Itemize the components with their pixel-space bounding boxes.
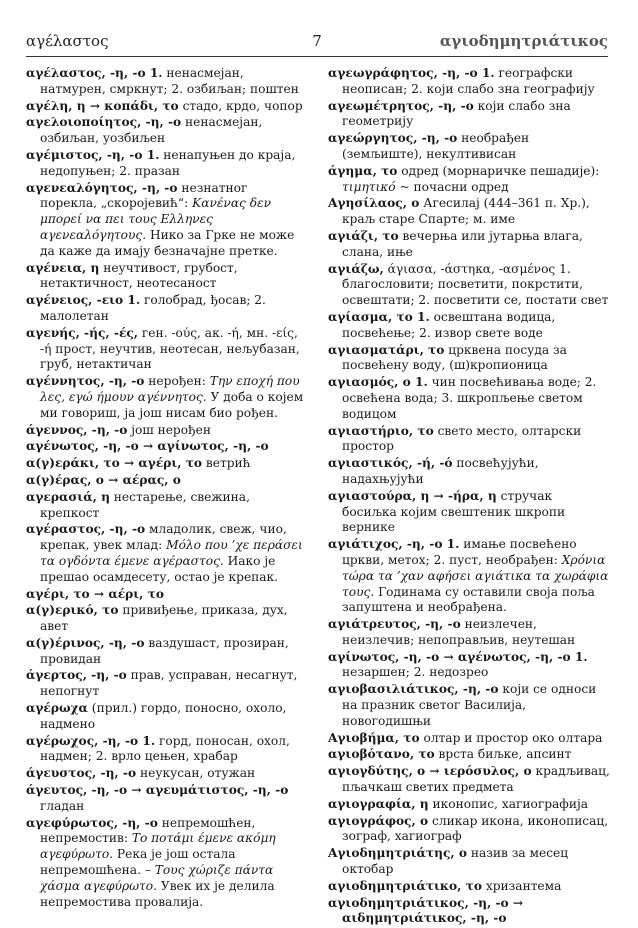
dictionary-entry (26, 734, 306, 766)
entry-headword: αγιάζω, (328, 261, 384, 276)
entry-definition: нерођен: (144, 374, 210, 389)
entry-headword: αγιαστήριο, το (328, 423, 434, 438)
entry-headword: αγέννητος, -η, -ο (26, 374, 145, 389)
entry-definition: посвећујући, надахњујући (342, 456, 539, 486)
entry-definition: голобрад, ђосав; 2. малолетан (40, 293, 266, 323)
entry-definition: непремошћен, непремостив: (40, 815, 256, 846)
entry-example: Χρόνια τώρα τα ’χαν αφήσει αγιάτικα τα χωράφια τους. (342, 552, 609, 599)
entry-definition: који слабо зна геометрију (342, 98, 571, 129)
entry-definition: ненапуњен до краја, недопуњен; 2. празан (40, 147, 296, 178)
dictionary-entry (26, 423, 306, 439)
entry-headword: αγιάζι, το (328, 228, 399, 243)
entry-headword: αγέρι, το → αέρι, το (26, 586, 164, 601)
entry-definition: ген. -ούς, ак. -ή, мн. -είς, -ή прост, неучтив, неотесан, нељубазан, груб, нетактичан (40, 325, 300, 372)
entry-headword: αγιογδύτης, ο → ιερόσυλος, ο (328, 764, 532, 779)
entry-definition: почасни одред (409, 179, 509, 194)
dictionary-entry (328, 896, 610, 928)
dictionary-entry (328, 764, 610, 796)
entry-definition: (прил.) гордо, поносно, охоло, надмено (40, 701, 287, 731)
dictionary-entry (328, 814, 610, 846)
entry-definition: хризантема (481, 878, 562, 893)
entry-headword: αγιοδημητριάτικο, το (328, 878, 482, 893)
page-header (26, 32, 608, 54)
entry-definition: гладан (40, 798, 85, 813)
entry-headword: αγερασιά, η (26, 489, 110, 504)
dictionary-entry (26, 326, 306, 373)
entry-definition: вечерња или јутарња влага, слана, иње (342, 228, 583, 259)
entry-definition: географски неописан; 2. који слабо зна географију (342, 66, 595, 96)
dictionary-entry (26, 148, 306, 180)
header-rule (26, 56, 608, 57)
entry-headword: α(γ)έρινος, -η, -ο (26, 635, 145, 650)
dictionary-entry (328, 262, 610, 309)
entry-headword: άγευστος, -η, -ο (26, 766, 137, 781)
dictionary-entry (26, 816, 306, 911)
entry-headword: αγιοδημητριάτικος, -η, -ο → αιδημητριάτικος, -η, -ο (328, 895, 524, 926)
entry-headword: αγένωτος, -η, -ο → αγίνωτος, -η, -ο (26, 439, 269, 454)
entry-headword: Αγιοδημητριάτης, ο (328, 846, 467, 861)
running-head-left: αγέλαστος (26, 32, 109, 50)
dictionary-entry (26, 181, 306, 260)
entry-definition: άγιασα, -άστηκα, -ασμένος 1. благословити; посветити, покрстити, освештати; 2. посветити се, постати свет (342, 261, 609, 308)
entry-definition: имање посвећено цркви, метох; 2. пуст, необрађен: (342, 537, 577, 567)
dictionary-entry (26, 293, 306, 325)
entry-headword: άγεννος, -η, -ο (26, 422, 128, 437)
entry-headword: αγιογραφία, η (328, 796, 429, 811)
entry-definition: крадљивац, пљачкаш светих предмета (342, 764, 610, 795)
entry-headword: αγελοιοποίητος, -η, -ο (26, 115, 182, 130)
entry-definition: ненасмејан, натмурен, смркнут; 2. озбиљан; поштен (40, 66, 299, 96)
entry-headword: αγεωγράφητος, -η, -ο 1. (328, 66, 495, 80)
entry-headword: αγιογράφος, ο (328, 813, 429, 828)
entry-headword: αγιοβασιλιάτικος, -η, -ο (328, 682, 499, 697)
dictionary-entry (26, 668, 306, 700)
entry-definition: неучтивост, грубост, нетактичност, неотесаност (40, 260, 238, 291)
dictionary-entry (328, 617, 610, 649)
entry-definition: Нико за Грке не може да каже да имају безначајне претке. (40, 227, 295, 258)
dictionary-entry (26, 522, 306, 585)
entry-definition: иконопис, хагиографија (428, 796, 589, 811)
entry-headword: αγέμιστος, -η, -ο 1. (26, 147, 160, 162)
entry-definition: чин посвећивања воде; 2. освећена вода; 3. шкропљење светом водицом (342, 375, 597, 421)
entry-headword: αγιάτρευτος, -η, -ο (328, 617, 461, 632)
entry-definition: одред (морнаричке пешадије): (397, 163, 600, 178)
entry-example: Κανένας δεν μπορεί να πει τους Ελληνες αγενεαλόγητους. (40, 196, 272, 242)
entry-headword: αγέραστος, -η, -ο (26, 522, 146, 537)
entry-definition: врста биљке, апсинт (434, 747, 572, 762)
entry-definition: необрађен (земљиште), некултивисан (342, 131, 530, 161)
dictionary-entry (328, 229, 610, 261)
entry-headword: αγένειος, -ειο 1. (26, 293, 141, 308)
entry-definition: назив за месец октобар (342, 846, 569, 877)
entry-headword: άγερτος, -η, -ο (26, 668, 127, 683)
entry-definition: незаршен; 2. недозрео (342, 665, 489, 680)
entry-headword: αγιασματάρι, το (328, 342, 445, 357)
entry-headword: αγέλαστος, -η, -ο 1. (26, 66, 163, 80)
entry-definition: свето место, олтарски простор (342, 423, 582, 454)
entry-headword: α(γ)ερικό, το (26, 603, 119, 618)
entry-definition: Агесилај (444–361 п. Хр.), краљ старе Спарте; м. име (342, 196, 590, 227)
left-column (26, 66, 306, 911)
dictionary-entry (26, 587, 306, 603)
entry-headword: αγιαστικός, -ή, -ό (328, 456, 453, 471)
entry-example: Το ποτάμι έμενε ακόμη αγεφύρωτο. (40, 831, 276, 862)
entry-definition: прав, усправан, несагнут, непогнут (40, 668, 298, 699)
entry-headword: αγέρωχα (26, 701, 88, 716)
entry-headword: αγέρωχος, -η, -ο 1. (26, 733, 156, 748)
dictionary-entry (26, 636, 306, 668)
entry-definition: још нерођен (127, 422, 211, 437)
entry-headword: Αγησίλαος, ο (328, 196, 420, 211)
entry-definition: стадо, крдо, чопор (178, 98, 303, 113)
entry-definition: неизлечен, неизлечив; непоправљив, неутешан (342, 617, 576, 647)
dictionary-entry (328, 343, 610, 375)
entry-headword: αγιάτιχος, -η, -ο 1. (328, 537, 460, 552)
dictionary-entry (328, 846, 610, 878)
dictionary-entry (328, 310, 610, 342)
entry-example: Τους χώριζε πάντα χάσμα αγεφύρωτο. (40, 863, 274, 893)
dictionary-entry (26, 490, 306, 522)
entry-definition: ветрић (202, 456, 251, 471)
entry-definition: неукусан, отужан (136, 766, 256, 781)
entry-headword: άγημα, το (328, 163, 398, 178)
dictionary-entry (328, 797, 610, 813)
dictionary-entry (26, 766, 306, 782)
dictionary-entry (328, 879, 610, 895)
dictionary-entry (328, 424, 610, 456)
dictionary-entry (328, 196, 610, 228)
entry-headword: αγενεαλόγητος, -η, -ο (26, 180, 178, 195)
entry-definition: Иако је прешао осамдесету, остао је крепак. (40, 553, 279, 584)
entry-definition: ваздушаст, прозиран, провидан (40, 635, 289, 666)
entry-definition: младолик, свеж, чио, крепак, увек млад: (40, 522, 287, 553)
entry-headword: άγευτος, -η, -ο → αγευμάτιστος, -η, -ο (26, 783, 289, 798)
entry-definition: олтар и простор око олтара (419, 730, 603, 745)
entry-definition: Увек их је делила непремостива провалија. (40, 878, 275, 909)
entry-definition: У доба о којем ми говориш, ја још нисам био рођен. (40, 389, 304, 420)
entry-headword: α(γ)έρας, ο → αέρας, ο (26, 472, 181, 487)
dictionary-entry (328, 489, 610, 536)
dictionary-entry (328, 650, 610, 682)
dictionary-entry (328, 537, 610, 616)
dictionary-entry (26, 261, 306, 293)
dictionary-entry (328, 375, 610, 422)
entry-definition: ненасмејан, озбиљан, уозбиљен (40, 115, 263, 146)
dictionary-entry (328, 682, 610, 729)
entry-headword: αγένεια, η (26, 260, 100, 275)
dictionary-entry (26, 374, 306, 421)
entry-example: τιμητικό ~ (342, 179, 410, 194)
dictionary-entry (328, 99, 610, 131)
dictionary-entry (328, 747, 610, 763)
entry-definition: привиђење, приказа, дух, авет (40, 603, 288, 634)
dictionary-entry (328, 731, 610, 747)
entry-definition: нестарење, свежина, крепкост (40, 489, 250, 520)
entry-headword: αγέλη, η → κοπάδι, το (26, 98, 179, 113)
entry-definition: освештана водица, посвећење; 2. извор свете воде (342, 309, 556, 340)
dictionary-entry (328, 131, 610, 163)
dictionary-entry (26, 115, 306, 147)
entry-headword: αγεώργητος, -η, -ο (328, 131, 458, 146)
entry-headword: αγεφύρωτος, -η, -ο (26, 815, 158, 830)
entry-definition: сликар икона, иконописац, зограф, хагиограф (342, 813, 609, 844)
entry-definition: стручак босиљка којим свештеник шкропи вернике (342, 488, 566, 535)
dictionary-entry (328, 456, 610, 488)
entry-headword: αγεωμέτρητος, -η, -ο (328, 98, 474, 113)
entry-headword: αγίασμα, το 1. (328, 309, 430, 324)
entry-headword: αγενής, -ής, -ές, (26, 325, 139, 340)
entry-headword: αγιαστούρα, η → -ήρα, η (328, 488, 497, 503)
dictionary-entry (26, 701, 306, 733)
entry-headword: αγίνωτος, -η, -ο → αγένωτος, -η, -ο 1. (328, 649, 588, 664)
page-number: 7 (312, 32, 322, 50)
dictionary-entry (26, 473, 306, 489)
entry-definition: црквена посуда за посвећену воду, (ш)кропионица (342, 342, 567, 373)
entry-definition: Река је још остала непремошћена. – (40, 847, 236, 878)
entry-headword: α(γ)εράκι, το → αγέρι, το (26, 456, 203, 471)
dictionary-entry (26, 439, 306, 455)
entry-headword: Αγιοβήμα, το (328, 730, 420, 745)
dictionary-entry (26, 66, 306, 98)
entry-definition: који се односи на празник светог Василија, новогодишњи (342, 682, 597, 728)
dictionary-entry (328, 66, 610, 98)
entry-example: Μόλο που ’χε περάσει τα ογδόντα έμενε αγέραστος. (40, 538, 303, 568)
entry-headword: αγιοβότανο, το (328, 747, 435, 762)
entry-definition: горд, поносан, охол, надмен; 2. врло цењен, храбар (40, 733, 290, 764)
dictionary-entry (328, 164, 610, 196)
entry-definition: незнатног порекла, „скоројевић“: (40, 180, 248, 211)
running-head-right: αγιοδημητριάτικος (439, 32, 608, 50)
dictionary-entry (26, 99, 306, 115)
dictionary-entry (26, 783, 306, 815)
right-column (328, 66, 610, 928)
entry-definition: Годинама су оставили своја поља запуштена и необрађена. (342, 584, 595, 615)
entry-example: Την εποχή που λες, εγώ ήμουν αγέννητος. (40, 374, 300, 404)
dictionary-entry (26, 456, 306, 472)
entry-headword: αγιασμός, ο 1. (328, 375, 428, 390)
dictionary-entry (26, 603, 306, 635)
